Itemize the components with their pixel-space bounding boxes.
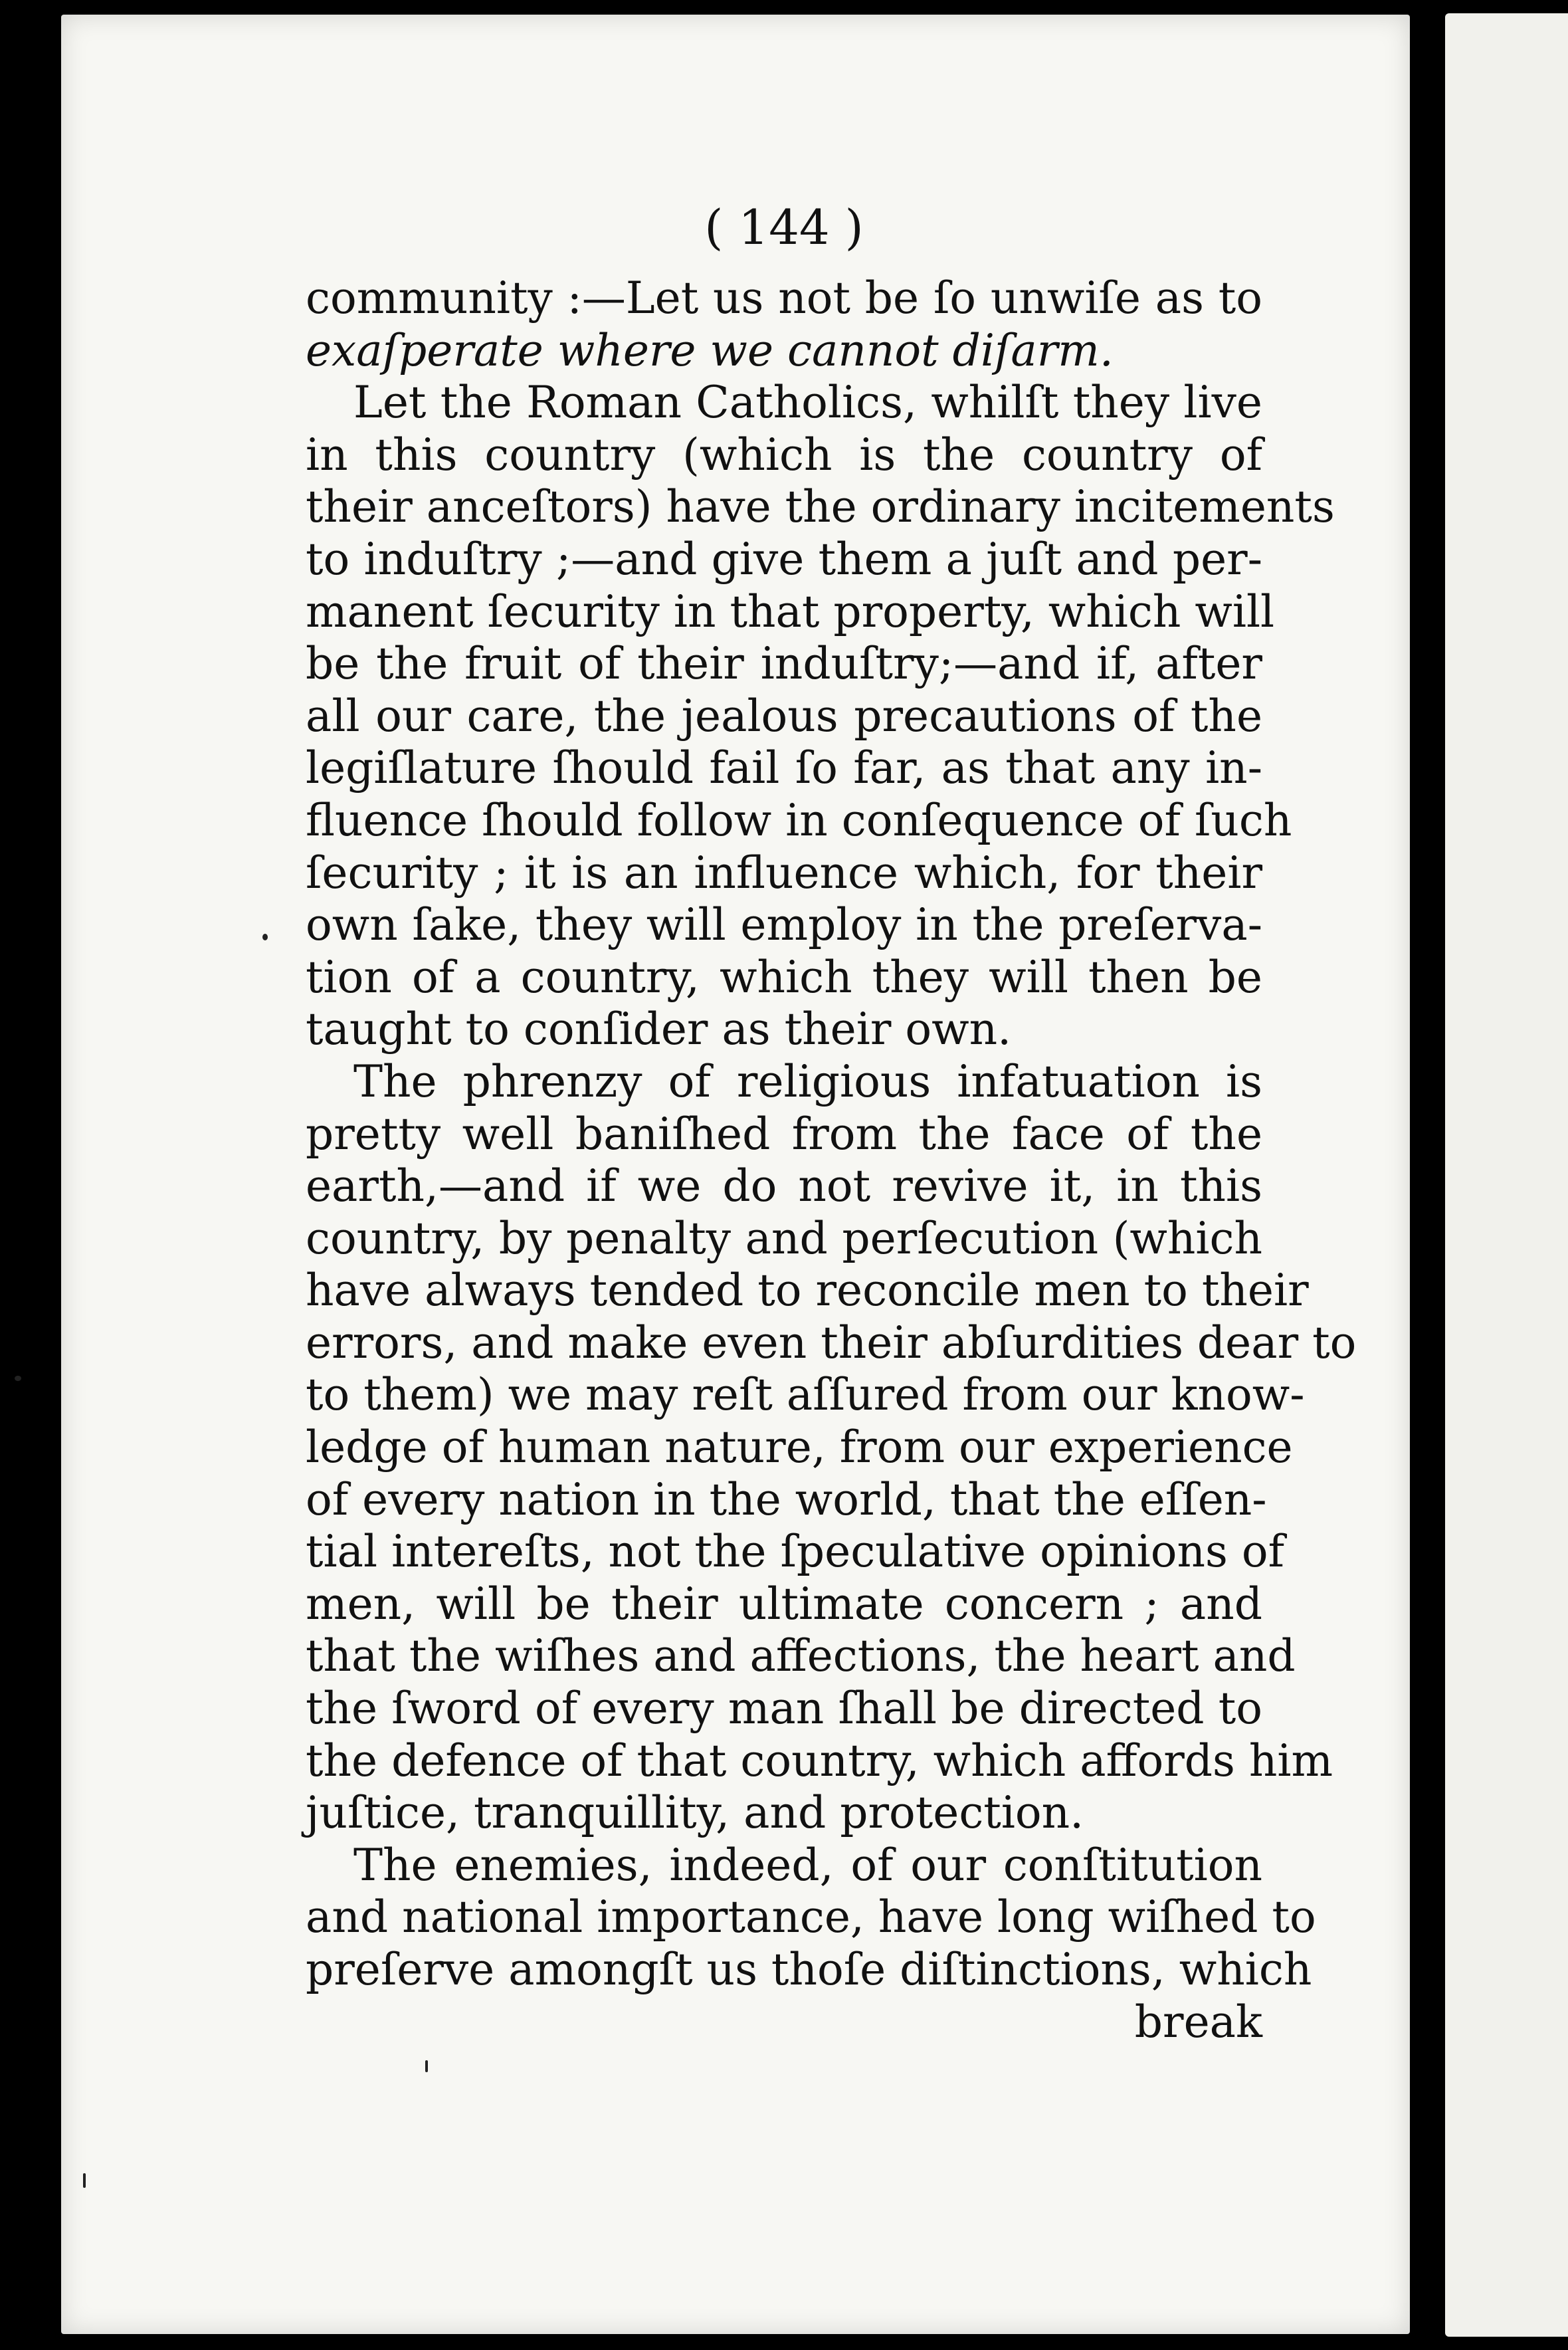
text-line: fluence ſhould follow in conſequence of ſuch	[306, 794, 1292, 846]
page-gutter	[1410, 0, 1445, 2350]
text-line: exaſperate where we cannot diſarm.	[306, 324, 1114, 376]
text-line: earth,—and if we do not revive it, in this	[306, 1160, 1262, 1212]
page-number: ( 144 )	[704, 199, 864, 255]
text-line: own ſake, they will employ in the preſerva-	[306, 899, 1262, 951]
text-line: the ſword of every man ſhall be directed to	[306, 1683, 1262, 1735]
text-line: The phrenzy of religious infatuation is	[353, 1055, 1262, 1107]
text-line: errors, and make even their abſurdities dear to	[306, 1317, 1357, 1368]
text-line: community :—Let us not be ſo unwiſe as to	[306, 272, 1262, 324]
body-text	[306, 272, 1357, 2048]
text-line: have always tended to reconcile men to their	[306, 1265, 1309, 1317]
text-line: be the fruit of their induſtry;—and if, after	[306, 638, 1262, 690]
scan-speck	[262, 934, 268, 940]
text-line: country, by penalty and perſecution (which	[306, 1212, 1262, 1264]
catchword: break	[1134, 1996, 1262, 2048]
text-line: Let the Roman Catholics, whilſt they live	[353, 377, 1262, 429]
text-line: pretty well baniſhed from the face of the	[306, 1108, 1262, 1160]
text-line: that the wiſhes and affections, the heart and	[306, 1630, 1296, 1682]
text-line: legiſlature ſhould fail ſo far, as that any in-	[306, 742, 1262, 794]
text-line: in this country (which is the country of	[306, 429, 1262, 481]
text-line: their anceſtors) have the ordinary incitements	[306, 481, 1335, 533]
text-line: and national importance, have long wiſhed to	[306, 1891, 1316, 1943]
text-line: preſerve amongſt us thoſe diſtinctions, which	[306, 1944, 1312, 1995]
text-line: tial intereſts, not the ſpeculative opinions of	[306, 1526, 1285, 1578]
page-header	[0, 199, 1568, 255]
text-line: of every nation in the world, that the eſſen-	[306, 1473, 1267, 1525]
text-line: manent ſecurity in that property, which will	[306, 586, 1275, 637]
text-line: juſtice, tranquillity, and protection.	[306, 1787, 1084, 1839]
text-line: taught to conſider as their own.	[306, 1004, 1012, 1055]
text-line: all our care, the jealous precautions of the	[306, 690, 1262, 742]
facing-page-edge	[1445, 13, 1568, 2337]
text-line: The enemies, indeed, of our conſtitution	[353, 1839, 1262, 1891]
text-line: men, will be their ultimate concern ; and	[306, 1578, 1262, 1630]
scan-speck	[425, 2060, 428, 2072]
text-line: to induſtry ;—and give them a juſt and per-	[306, 533, 1262, 585]
text-line: ledge of human nature, from our experience	[306, 1422, 1293, 1473]
text-line: the defence of that country, which affords him	[306, 1735, 1333, 1786]
scan-speck	[15, 1376, 21, 1381]
text-line: to them) we may reſt aſſured from our know-	[306, 1369, 1305, 1421]
scan-speck	[83, 2173, 86, 2188]
text-line: tion of a country, which they will then be	[306, 951, 1262, 1003]
text-line: ſecurity ; it is an influence which, for their	[306, 847, 1262, 899]
